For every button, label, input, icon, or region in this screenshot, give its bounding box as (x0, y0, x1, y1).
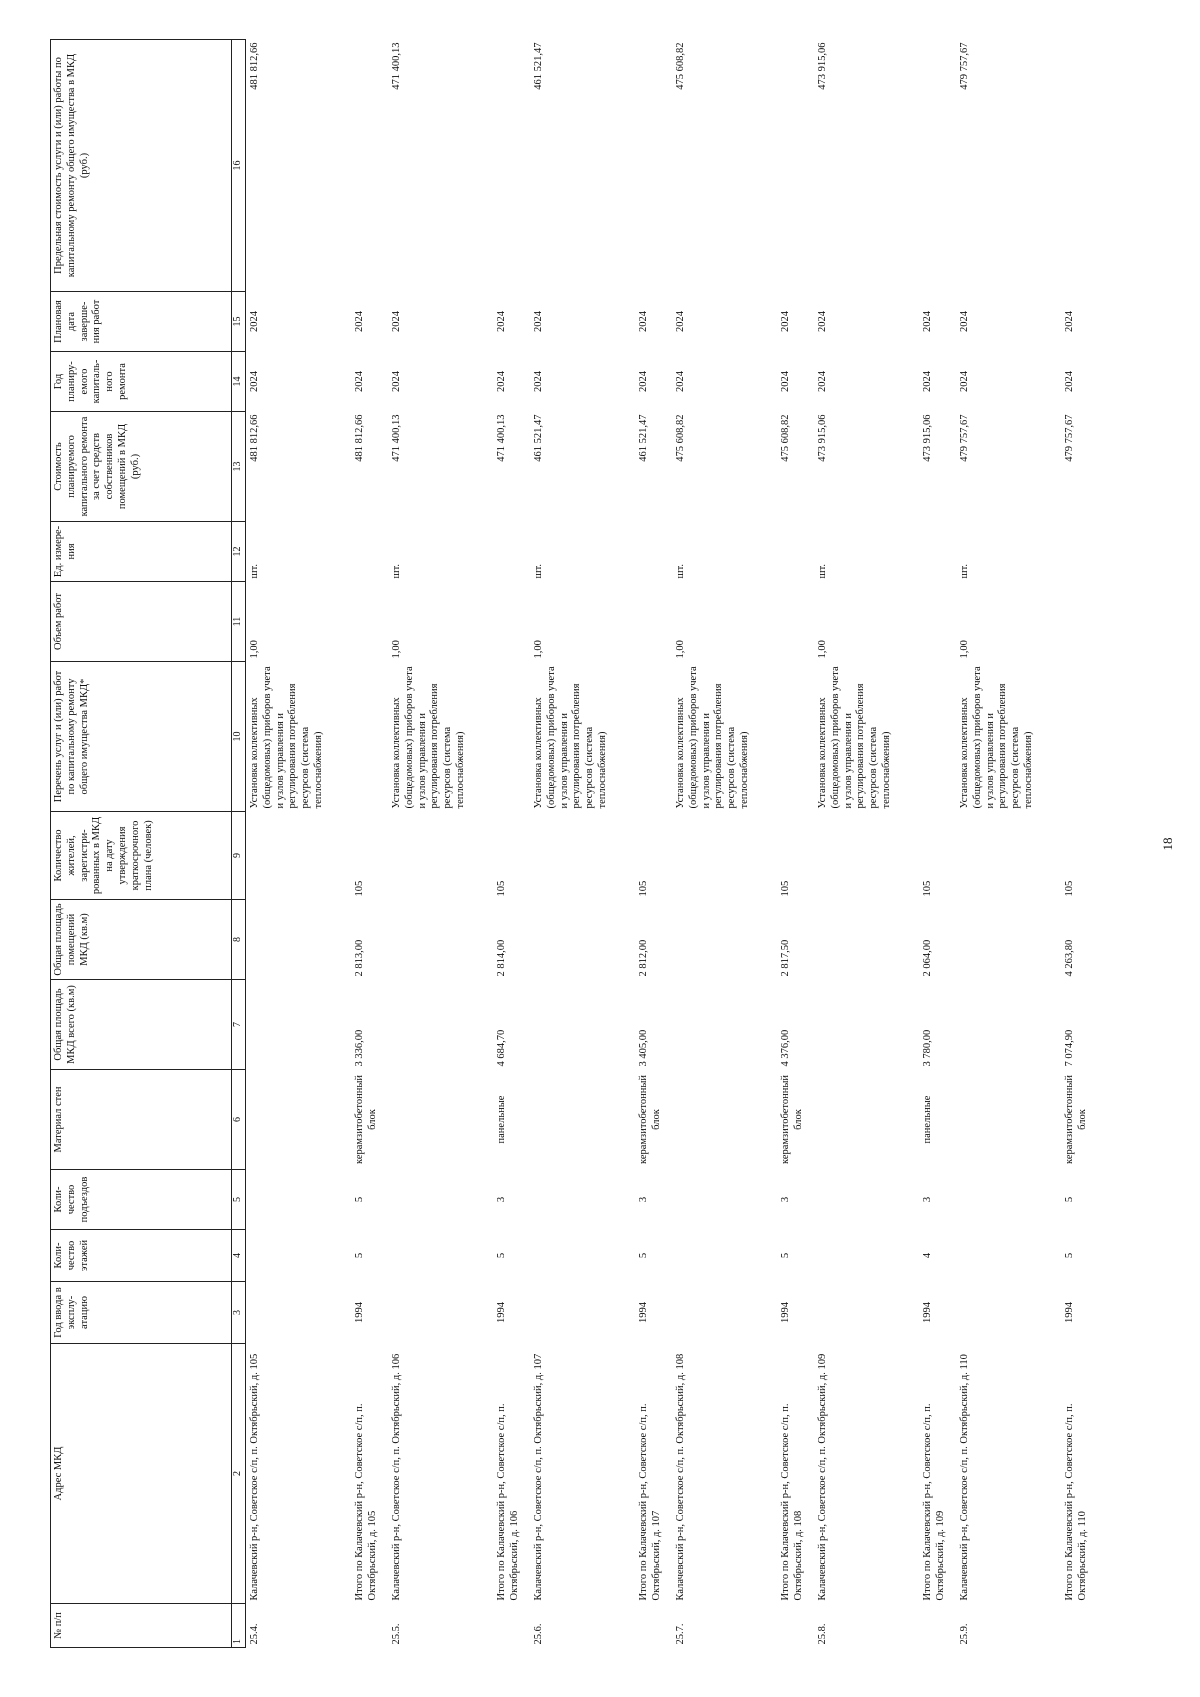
volume-cell: 1,00 (249, 640, 260, 659)
works-cell: Установка коллективных (общедомовых) приборов учета и узлов управления и регулирования потребления ресурсов (система теплоснабжения) (249, 666, 324, 809)
end-date-cell: 2024 (1064, 311, 1075, 332)
column-number: 15 (232, 292, 246, 352)
limit-cost-cell: 475 608,82 (675, 42, 686, 90)
empty-cell (1061, 522, 1098, 582)
empty-cell (493, 662, 530, 812)
cost-cell: 473 915,06 (817, 414, 828, 462)
entrances-cell: 3 (496, 1196, 507, 1203)
unit-cell: шт. (675, 563, 686, 579)
year-built-cell: 1994 (354, 1302, 365, 1323)
end-date-cell: 2024 (249, 311, 260, 332)
column-number: 16 (232, 40, 246, 292)
unit-cell: шт. (249, 563, 260, 579)
cost-cell: 475 608,82 (780, 414, 791, 462)
empty-cell (777, 1604, 814, 1648)
empty-cell (388, 1230, 493, 1282)
volume-cell: 1,00 (533, 640, 544, 659)
year-cell: 2024 (675, 371, 686, 392)
column-number: 12 (232, 522, 246, 582)
empty-cell (672, 1070, 777, 1170)
volume-cell: 1,00 (391, 640, 402, 659)
end-date-cell: 2024 (817, 311, 828, 332)
empty-cell (814, 1230, 919, 1282)
column-number: 1 (232, 1604, 246, 1648)
column-number: 2 (232, 1344, 246, 1604)
year-cell: 2024 (391, 371, 402, 392)
residents-cell: 105 (780, 880, 791, 897)
end-date-cell: 2024 (638, 311, 649, 332)
area-rooms-cell: 4 263,80 (1064, 939, 1075, 977)
empty-cell (672, 1230, 777, 1282)
rotated-page (50, 40, 1175, 1648)
empty-cell (388, 812, 493, 900)
empty-cell (1061, 662, 1098, 812)
empty-cell (530, 1230, 635, 1282)
total-label-cell: Итого по Калачевский р-н, Советское с/п, п. Октябрьский, д. 105 (354, 1403, 378, 1601)
works-cell: Установка коллективных (общедомовых) приборов учета и узлов управления и регулирования потребления ресурсов (система теплоснабжения) (533, 666, 608, 809)
table-row (919, 40, 956, 1648)
limit-cost-cell: 473 915,06 (817, 42, 828, 90)
total-label-cell: Итого по Калачевский р-н, Советское с/п, п. Октябрьский, д. 106 (496, 1403, 520, 1601)
cost-cell: 481 812,66 (354, 414, 365, 462)
column-number: 10 (232, 662, 246, 812)
year-cell: 2024 (496, 371, 507, 392)
wall-material-cell: керамзитобетонный блок (780, 1075, 804, 1164)
page-number: 18 (1160, 837, 1175, 851)
row-number: 25.4. (249, 1623, 260, 1645)
table-row (493, 40, 530, 1648)
empty-cell (246, 900, 352, 980)
works-cell: Установка коллективных (общедомовых) приборов учета и узлов управления и регулирования потребления ресурсов (система теплоснабжения) (675, 666, 750, 809)
header-cell: Стоимость планируемого капитального ремонта за счет средств собственников помещений в МКД (руб.) (51, 412, 232, 522)
limit-cost-cell: 461 521,47 (533, 42, 544, 90)
cost-cell: 461 521,47 (533, 414, 544, 462)
column-number: 6 (232, 1070, 246, 1170)
area-total-cell: 4 376,00 (780, 1029, 791, 1067)
area-rooms-cell: 2 812,00 (638, 939, 649, 977)
header-cell: Коли-чество подъездов (51, 1170, 232, 1230)
floors-cell: 5 (638, 1252, 649, 1259)
header-cell: Плановая дата заверше-ния работ (51, 292, 232, 352)
floors-cell: 5 (496, 1252, 507, 1259)
table-row (388, 40, 493, 1648)
year-cell: 2024 (249, 371, 260, 392)
column-number: 14 (232, 352, 246, 412)
empty-cell (530, 1282, 635, 1344)
table-row (351, 40, 388, 1648)
year-cell: 2024 (354, 371, 365, 392)
empty-cell (814, 1282, 919, 1344)
empty-cell (919, 522, 956, 582)
empty-cell (956, 1230, 1061, 1282)
empty-cell (388, 980, 493, 1070)
volume-cell: 1,00 (959, 640, 970, 659)
empty-cell (919, 40, 956, 292)
table-row (956, 40, 1061, 1648)
table-row (1061, 40, 1098, 1648)
table-row (814, 40, 919, 1648)
year-cell: 2024 (922, 371, 933, 392)
empty-cell (956, 812, 1061, 900)
row-number: 25.5. (391, 1623, 402, 1645)
header-cell: Материал стен (51, 1070, 232, 1170)
header-cell: Год планиру-емого капиталь-ного ремонта (51, 352, 232, 412)
header-cell: № п/п (51, 1604, 232, 1648)
address-cell: Калачевский р-н, Советское с/п, п. Октябрьский, д. 106 (391, 1353, 402, 1601)
capital-repair-table (50, 39, 1098, 1648)
header-cell: Общая площадь помещений МКД (кв.м) (51, 900, 232, 980)
works-cell: Установка коллективных (общедомовых) приборов учета и узлов управления и регулирования потребления ресурсов (система теплоснабжения) (391, 666, 466, 809)
column-number: 9 (232, 812, 246, 900)
empty-cell (814, 1070, 919, 1170)
header-cell: Перечень услуг и (или) работ по капитальному ремонту общего имущества МКД* (51, 662, 232, 812)
wall-material-cell: керамзитобетонный блок (1064, 1075, 1088, 1164)
cost-cell: 471 400,13 (391, 414, 402, 462)
address-cell: Калачевский р-н, Советское с/п, п. Октябрьский, д. 105 (249, 1353, 260, 1601)
residents-cell: 105 (354, 880, 365, 897)
empty-cell (351, 582, 388, 662)
empty-cell (246, 1282, 352, 1344)
empty-cell (956, 1170, 1061, 1230)
year-built-cell: 1994 (922, 1302, 933, 1323)
empty-cell (956, 1282, 1061, 1344)
empty-cell (814, 1170, 919, 1230)
empty-cell (530, 1070, 635, 1170)
cost-cell: 481 812,66 (249, 414, 260, 462)
empty-cell (956, 1070, 1061, 1170)
table-body (246, 40, 1099, 1648)
area-rooms-cell: 2 064,00 (922, 939, 933, 977)
empty-cell (1061, 40, 1098, 292)
header-cell: Ед. измере-ния (51, 522, 232, 582)
header-cell: Количество жителей, зарегистри-рованных в МКД на дату утверждения краткосрочного плана (человек) (51, 812, 232, 900)
empty-cell (635, 1604, 672, 1648)
empty-cell (777, 582, 814, 662)
area-total-cell: 4 684,70 (496, 1029, 507, 1067)
limit-cost-cell: 471 400,13 (391, 42, 402, 90)
empty-cell (246, 1170, 352, 1230)
empty-cell (1061, 1604, 1098, 1648)
entrances-cell: 3 (780, 1196, 791, 1203)
empty-cell (351, 662, 388, 812)
year-built-cell: 1994 (1064, 1302, 1075, 1323)
address-cell: Калачевский р-н, Советское с/п, п. Октябрьский, д. 108 (675, 1353, 686, 1601)
empty-cell (493, 1604, 530, 1648)
area-total-cell: 7 074,90 (1064, 1029, 1075, 1067)
empty-cell (635, 40, 672, 292)
empty-cell (919, 1604, 956, 1648)
entrances-cell: 3 (922, 1196, 933, 1203)
empty-cell (919, 662, 956, 812)
column-number: 11 (232, 582, 246, 662)
end-date-cell: 2024 (780, 311, 791, 332)
end-date-cell: 2024 (354, 311, 365, 332)
column-number: 4 (232, 1230, 246, 1282)
table-row (246, 40, 352, 1648)
works-cell: Установка коллективных (общедомовых) приборов учета и узлов управления и регулирования потребления ресурсов (система теплоснабжения) (817, 666, 892, 809)
limit-cost-cell: 481 812,66 (249, 42, 260, 90)
cost-cell: 473 915,06 (922, 414, 933, 462)
wall-material-cell: керамзитобетонный блок (354, 1075, 378, 1164)
empty-cell (246, 1230, 352, 1282)
row-number: 25.9. (959, 1623, 970, 1645)
table-row (635, 40, 672, 1648)
area-rooms-cell: 2 814,00 (496, 939, 507, 977)
column-number-row (232, 40, 246, 1648)
year-built-cell: 1994 (496, 1302, 507, 1323)
empty-cell (814, 900, 919, 980)
column-number: 3 (232, 1282, 246, 1344)
empty-cell (672, 812, 777, 900)
cost-cell: 479 757,67 (1064, 414, 1075, 462)
wall-material-cell: керамзитобетонный блок (638, 1075, 662, 1164)
entrances-cell: 3 (638, 1196, 649, 1203)
empty-cell (777, 662, 814, 812)
empty-cell (388, 1170, 493, 1230)
total-label-cell: Итого по Калачевский р-н, Советское с/п, п. Октябрьский, д. 107 (638, 1403, 662, 1601)
year-cell: 2024 (638, 371, 649, 392)
area-total-cell: 3 780,00 (922, 1029, 933, 1067)
empty-cell (351, 40, 388, 292)
empty-cell (493, 522, 530, 582)
unit-cell: шт. (959, 563, 970, 579)
unit-cell: шт. (391, 563, 402, 579)
area-rooms-cell: 2 817,50 (780, 939, 791, 977)
header-cell: Адрес МКД (51, 1344, 232, 1604)
floors-cell: 5 (780, 1252, 791, 1259)
end-date-cell: 2024 (533, 311, 544, 332)
header-cell: Год ввода в эксплу-атацию (51, 1282, 232, 1344)
empty-cell (246, 812, 352, 900)
empty-cell (388, 900, 493, 980)
empty-cell (956, 980, 1061, 1070)
area-total-cell: 3 336,00 (354, 1029, 365, 1067)
empty-cell (672, 900, 777, 980)
empty-cell (777, 522, 814, 582)
address-cell: Калачевский р-н, Советское с/п, п. Октябрьский, д. 110 (959, 1354, 970, 1601)
cost-cell: 479 757,67 (959, 414, 970, 462)
empty-cell (672, 1282, 777, 1344)
empty-cell (388, 1070, 493, 1170)
residents-cell: 105 (1064, 880, 1075, 897)
wall-material-cell: панельные (922, 1095, 933, 1144)
table-row (672, 40, 777, 1648)
volume-cell: 1,00 (817, 640, 828, 659)
empty-cell (919, 582, 956, 662)
total-label-cell: Итого по Калачевский р-н, Советское с/п, п. Октябрьский, д. 109 (922, 1403, 946, 1601)
empty-cell (777, 40, 814, 292)
year-built-cell: 1994 (780, 1302, 791, 1323)
empty-cell (814, 980, 919, 1070)
end-date-cell: 2024 (959, 311, 970, 332)
empty-cell (530, 812, 635, 900)
empty-cell (246, 980, 352, 1070)
empty-cell (388, 1282, 493, 1344)
row-number: 25.6. (533, 1623, 544, 1645)
header-cell: Коли-чество этажей (51, 1230, 232, 1282)
empty-cell (530, 980, 635, 1070)
area-rooms-cell: 2 813,00 (354, 939, 365, 977)
column-number: 8 (232, 900, 246, 980)
works-cell: Установка коллективных (общедомовых) приборов учета и узлов управления и регулирования потребления ресурсов (система теплоснабжения) (959, 666, 1034, 809)
total-label-cell: Итого по Калачевский р-н, Советское с/п, п. Октябрьский, д. 110 (1064, 1403, 1088, 1601)
table-row (777, 40, 814, 1648)
unit-cell: шт. (533, 563, 544, 579)
year-cell: 2024 (817, 371, 828, 392)
empty-cell (493, 40, 530, 292)
address-cell: Калачевский р-н, Советское с/п, п. Октябрьский, д. 109 (817, 1353, 828, 1601)
column-number: 7 (232, 980, 246, 1070)
empty-cell (814, 812, 919, 900)
wall-material-cell: панельные (496, 1095, 507, 1144)
empty-cell (351, 1604, 388, 1648)
cost-cell: 461 521,47 (638, 414, 649, 462)
unit-cell: шт. (817, 563, 828, 579)
end-date-cell: 2024 (391, 311, 402, 332)
row-number: 25.8. (817, 1623, 828, 1645)
residents-cell: 105 (638, 880, 649, 897)
volume-cell: 1,00 (675, 640, 686, 659)
year-cell: 2024 (959, 371, 970, 392)
table-row (530, 40, 635, 1648)
empty-cell (530, 900, 635, 980)
floors-cell: 5 (1064, 1252, 1075, 1259)
row-number: 25.7. (675, 1623, 686, 1645)
year-built-cell: 1994 (638, 1302, 649, 1323)
header-cell: Объем работ (51, 582, 232, 662)
empty-cell (956, 900, 1061, 980)
header-cell: Общая площадь МКД всего (кв.м) (51, 980, 232, 1070)
year-cell: 2024 (1064, 371, 1075, 392)
empty-cell (1061, 582, 1098, 662)
entrances-cell: 5 (354, 1196, 365, 1203)
header-cell: Предельная стоимость услуги и (или) работы по капитальному ремонту общего имущества в МКД (руб.) (51, 40, 232, 292)
end-date-cell: 2024 (922, 311, 933, 332)
end-date-cell: 2024 (675, 311, 686, 332)
area-total-cell: 3 405,00 (638, 1029, 649, 1067)
empty-cell (635, 662, 672, 812)
end-date-cell: 2024 (496, 311, 507, 332)
empty-cell (635, 582, 672, 662)
empty-cell (493, 582, 530, 662)
header-row (51, 40, 232, 1648)
column-number: 5 (232, 1170, 246, 1230)
limit-cost-cell: 479 757,67 (959, 42, 970, 90)
residents-cell: 105 (922, 880, 933, 897)
empty-cell (530, 1170, 635, 1230)
column-number: 13 (232, 412, 246, 522)
year-cell: 2024 (780, 371, 791, 392)
floors-cell: 5 (354, 1252, 365, 1259)
empty-cell (246, 1070, 352, 1170)
empty-cell (635, 522, 672, 582)
empty-cell (351, 522, 388, 582)
empty-cell (672, 1170, 777, 1230)
year-cell: 2024 (533, 371, 544, 392)
total-label-cell: Итого по Калачевский р-н, Советское с/п, п. Октябрьский, д. 108 (780, 1403, 804, 1601)
residents-cell: 105 (496, 880, 507, 897)
cost-cell: 471 400,13 (496, 414, 507, 462)
address-cell: Калачевский р-н, Советское с/п, п. Октябрьский, д. 107 (533, 1353, 544, 1601)
floors-cell: 4 (922, 1252, 933, 1259)
empty-cell (672, 980, 777, 1070)
cost-cell: 475 608,82 (675, 414, 686, 462)
entrances-cell: 5 (1064, 1196, 1075, 1203)
